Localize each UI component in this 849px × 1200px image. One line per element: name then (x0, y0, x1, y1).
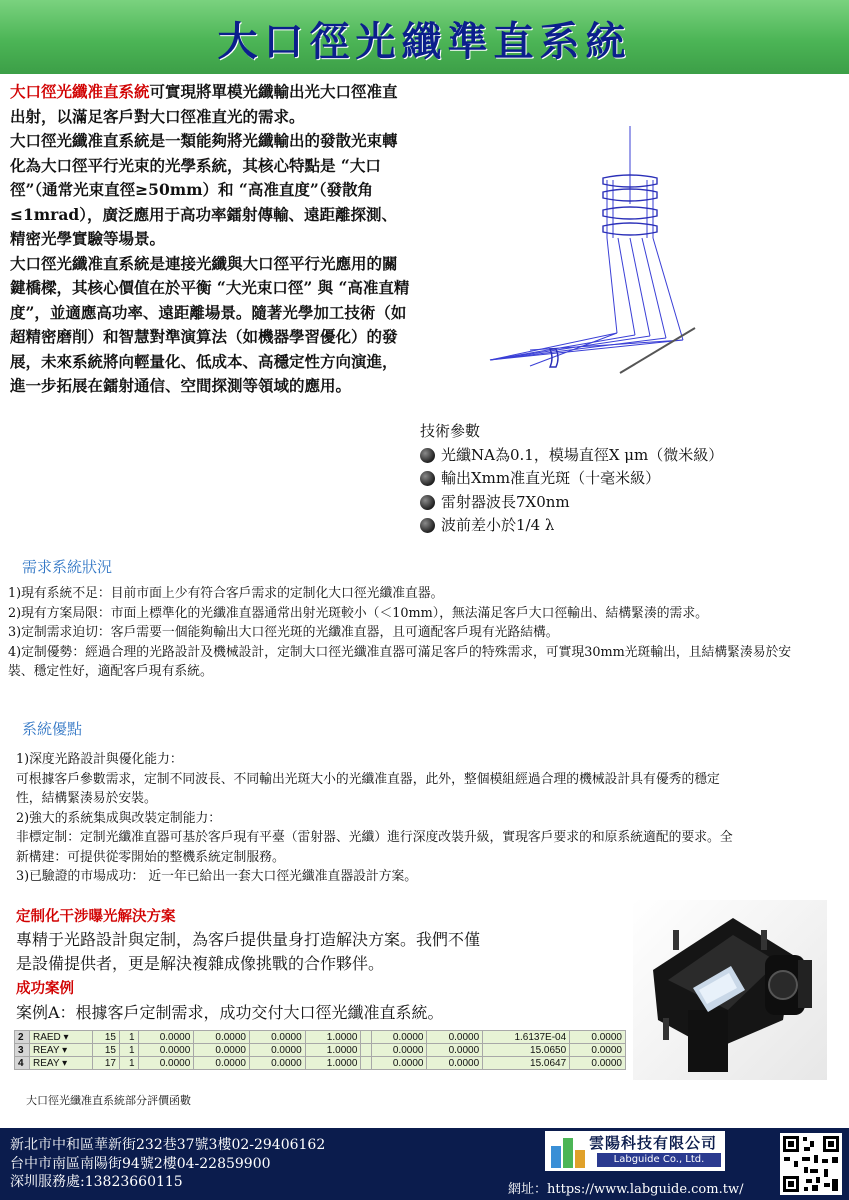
advantage-line: 1)深度光路設計與優化能力： (16, 752, 183, 767)
intro-rest: 可實現將單模光纖輸出光大口徑准直出射，以滿足客戶對大口徑准直光的需求。 (10, 82, 398, 126)
intro-text (10, 80, 410, 399)
advantages-heading: 系統優點 (22, 720, 83, 738)
advantage-line: 2)強大的系統集成與改裝定制能力： (16, 810, 222, 826)
collimator-product-image (633, 900, 827, 1080)
table-cell: 2 (15, 1031, 30, 1044)
table-cell: 0.0000 (194, 1057, 250, 1070)
bullet-icon (420, 471, 435, 486)
table-cell: 0.0000 (570, 1031, 626, 1044)
table-cell: 1 (119, 1057, 138, 1070)
advantage-line: 可根據客戶參數需求，定制不同波長、不同輸出光斑大小的光纖准直器，此外，整個模組經過合理的機械設計具有優秀的穩定性，結構緊湊易於安裝。 (16, 771, 720, 806)
table-cell: 0.0000 (371, 1044, 427, 1057)
table-cell: 1 (119, 1044, 138, 1057)
bullet-icon (420, 518, 435, 533)
table-cell: 0.0000 (427, 1044, 483, 1057)
merit-function-table (14, 1030, 626, 1070)
bullet-icon (420, 448, 435, 463)
spec-item: 雷射器波長7X0nm (420, 491, 840, 515)
demand-line: 4)定制優勢：經過合理的光路設計及機械設計，定制大口徑光纖准直器可滿足客戶的特殊需求，可實現30mm光斑輸出，且結構緊湊易於安裝、穩定性好，適配客戶現有系統。 (8, 644, 792, 679)
demand-list (8, 584, 798, 682)
intro-lead: 大口徑光纖准直系統 (10, 82, 150, 101)
spec-item: 光纖NA為0.1，模場直徑X μm（微米級） (420, 444, 840, 468)
table-cell (361, 1044, 371, 1057)
table-cell: 1 (119, 1031, 138, 1044)
spec-title: 技術參數 (420, 422, 481, 440)
table-cell: 0.0000 (194, 1031, 250, 1044)
table-cell: 0.0000 (427, 1057, 483, 1070)
operand-type-cell[interactable]: RAED ▾ (30, 1031, 93, 1044)
website-link[interactable]: 網址：https://www.labguide.com.tw/ (508, 1182, 744, 1197)
demand-line: 2)現有方案局限：市面上標準化的光纖准直器通常出射光斑較小（＜10mm），無法滿足客戶大口徑輸出、結構緊湊的需求。 (8, 605, 708, 621)
table-cell: 0.0000 (371, 1031, 427, 1044)
qr-code-icon[interactable] (780, 1133, 842, 1195)
advantages-list (16, 750, 736, 887)
intro-paragraph-2: 大口徑光纖准直系統是一類能夠將光纖輸出的發散光束轉化為大口徑平行光束的光學系統，其核心特點是 “大口徑”（通常光束直徑≥50mm）和 “高准直度”（發散角≤1mrad），廣泛應用于高功率鐳射傳輸、遠距離探測、精密光學實驗等場景。 (10, 131, 398, 248)
table-cell: 15 (93, 1031, 120, 1044)
table-cell: 15 (93, 1044, 120, 1057)
table-caption: 大口徑光纖准直系統部分評價函數 (26, 1094, 191, 1107)
table-row (15, 1044, 626, 1057)
table-cell: 1.0000 (305, 1057, 361, 1070)
optical-layout-diagram (470, 118, 720, 408)
table-cell: 0.0000 (138, 1057, 194, 1070)
footer-addresses (10, 1136, 325, 1192)
table-cell: 1.6137E-04 (483, 1031, 570, 1044)
custom-heading: 定制化干涉曝光解決方案 (16, 908, 176, 925)
footer-address: 台中市南區南陽街94號2樓04-22859900 (10, 1155, 271, 1172)
logo-company-name: 雲陽科技有限公司 (589, 1134, 718, 1152)
demand-line: 1)現有系統不足：目前市面上少有符合客戶需求的定制化大口徑光纖准直器。 (8, 586, 444, 601)
table-cell (361, 1031, 371, 1044)
operand-type-cell[interactable]: REAY ▾ (30, 1057, 93, 1070)
custom-text: 專精于光路設計與定制，為客戶提供量身打造解決方案。我們不僅 是設備提供者，更是解決複雜成像挑戰的合作夥伴。 (16, 930, 481, 973)
table-cell: 1.0000 (305, 1031, 361, 1044)
page-title: 大口徑光纖準直系統 (217, 18, 632, 65)
intro-paragraph-3: 大口徑光纖准直系統是連接光纖與大口徑平行光應用的關鍵橋樑，其核心價值在於平衡 “大光束口徑” 與 “高准直精度”，並適應高功率、遠距離場景。隨著光學加工技術（如超精密磨削）和智慧對準演算法（如機器學習優化）的發展，未來系統將向輕量化、低成本、高穩定性方向演進，進一步拓展在鐳射通信、空間探測等領域的應用。 (10, 253, 410, 395)
spec-item: 波前差小於1/4 λ (420, 514, 840, 538)
advantage-line: 非標定制：定制光纖准直器可基於客戶現有平臺（雷射器、光纖）進行深度改裝升級，實現客戶要求的和原系統適配的要求。全新構建：可提供從零開始的整機系統定制服務。 (16, 830, 733, 865)
demand-heading: 需求系統狀況 (22, 558, 113, 576)
table-cell: 15.0647 (483, 1057, 570, 1070)
table-row (15, 1057, 626, 1070)
table-cell: 0.0000 (138, 1031, 194, 1044)
table-cell (361, 1057, 371, 1070)
table-cell: 0.0000 (194, 1044, 250, 1057)
footer-address: 深圳服務處:13823660115 (10, 1174, 183, 1190)
operand-type-cell[interactable]: REAY ▾ (30, 1044, 93, 1057)
spec-item: 輸出Xmm准直光斑（十毫米級） (420, 467, 840, 491)
case-heading: 成功案例 (16, 980, 74, 997)
table-cell: 0.0000 (570, 1057, 626, 1070)
table-cell: 0.0000 (138, 1044, 194, 1057)
intro-paragraph-1 (10, 80, 410, 129)
footer-address: 新北市中和區華新街232巷37號3樓02-29406162 (10, 1137, 326, 1153)
table-cell: 4 (15, 1057, 30, 1070)
table-cell: 3 (15, 1044, 30, 1057)
table-cell: 0.0000 (249, 1044, 305, 1057)
table-cell: 0.0000 (427, 1031, 483, 1044)
advantage-line: 3)已驗證的市場成功： 近一年已給出一套大口徑光纖准直器設計方案。 (16, 869, 418, 884)
footer (0, 1128, 849, 1200)
table-cell: 15.0650 (483, 1044, 570, 1057)
table-cell: 0.0000 (249, 1031, 305, 1044)
table-cell: 17 (93, 1057, 120, 1070)
table-row (15, 1031, 626, 1044)
table-cell: 0.0000 (249, 1057, 305, 1070)
bullet-icon (420, 495, 435, 510)
company-logo (545, 1131, 725, 1171)
table-cell: 0.0000 (570, 1044, 626, 1057)
case-a-text: 案例A：根據客戶定制需求，成功交付大口徑光纖准直系統。 (16, 1003, 444, 1022)
spec-list (420, 420, 840, 538)
fold-mirror (620, 328, 695, 373)
demand-line: 3)定制需求迫切：客戶需要一個能夠輸出大口徑光斑的光纖准直器，且可適配客戶現有光路結構。 (8, 625, 559, 640)
title-banner (0, 0, 849, 74)
ray-bundle (490, 126, 683, 366)
logo-icon (551, 1134, 585, 1168)
table-cell: 0.0000 (371, 1057, 427, 1070)
table-cell: 1.0000 (305, 1044, 361, 1057)
logo-company-english: Labguide Co., Ltd. (597, 1153, 721, 1167)
